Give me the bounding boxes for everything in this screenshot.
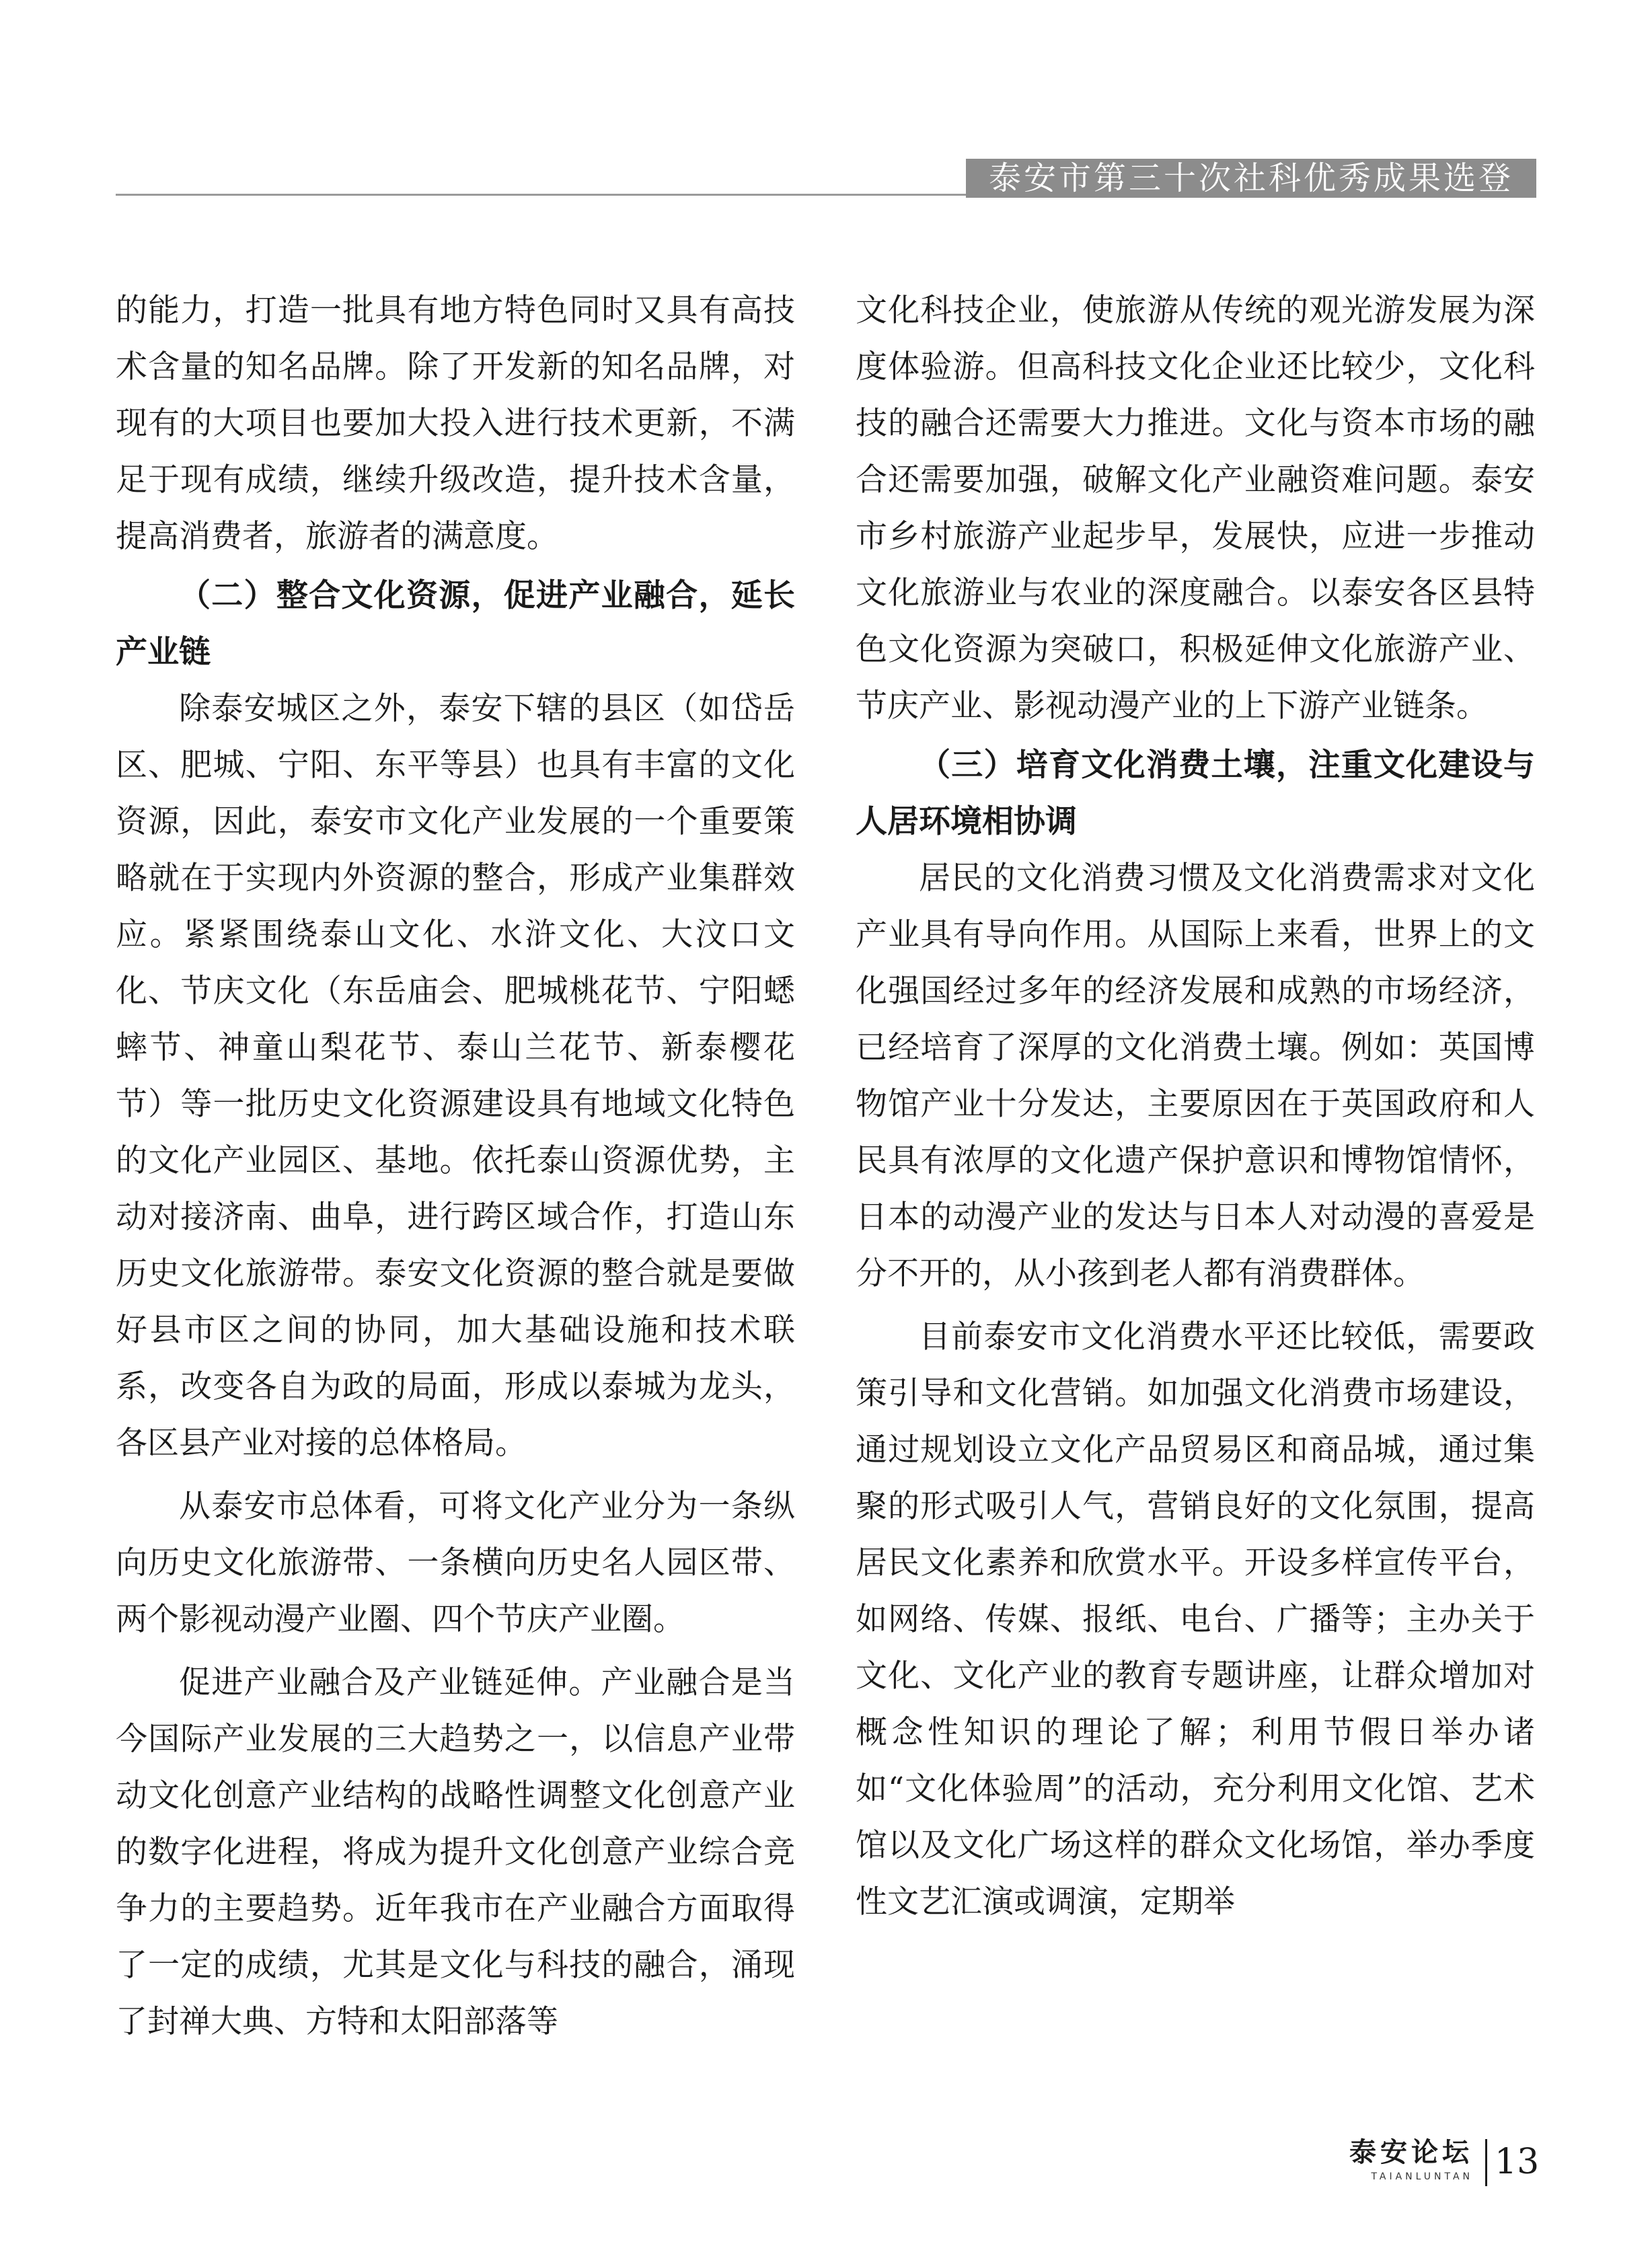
journal-name-pinyin: TAIANLUNTAN bbox=[1371, 2171, 1473, 2182]
page-footer bbox=[1318, 2136, 1540, 2190]
paragraph: 从泰安市总体看，可将文化产业分为一条纵向历史文化旅游带、一条横向历史名人园区带、两个影视动漫产业圈、四个节庆产业圈。 bbox=[116, 1488, 795, 1638]
paragraph: 除泰安城区之外，泰安下辖的县区（如岱岳区、肥城、宁阳、东平等县）也具有丰富的文化资源，因此，泰安市文化产业发展的一个重要策略就在于实现内外资源的整合，形成产业集群效应。紧紧围绕泰山文化、水浒文化、大汶口文化、节庆文化（东岳庙会、肥城桃花节、宁阳蟋蟀节、神童山梨花节、泰山兰花节、新泰樱花节）等一批历史文化资源建设具有地域文化特色的文化产业园区、基地。依托泰山资源优势，主动对接济南、曲阜，进行跨区域合作，打造山东历史文化旅游带。泰安文化资源的整合就是要做好县市区之间的协同，加大基础设施和技术联系，改变各自为政的局面，形成以泰城为龙头，各区县产业对接的总体格局。 bbox=[116, 690, 795, 1462]
journal-name: 泰安论坛 bbox=[1349, 2137, 1473, 2168]
paragraph: 的能力，打造一批具有地方特色同时又具有高技术含量的知名品牌。除了开发新的知名品牌，对现有的大项目也要加大投入进行技术更新，不满足于现有成绩，继续升级改造，提升技术含量，提高消费者，旅游者的满意度。 bbox=[116, 292, 795, 555]
running-header: 泰安市第三十次社科优秀成果选登 bbox=[966, 159, 1536, 198]
paragraph: 文化科技企业，使旅游从传统的观光游发展为深度体验游。但高科技文化企业还比较少，文化科技的融合还需要大力推进。文化与资本市场的融合还需要加强，破解文化产业融资难问题。泰安市乡村旅游产业起步早，发展快，应进一步推动文化旅游业与农业的深度融合。以泰安各区县特色文化资源为突破口，积极延伸文化旅游产业、节庆产业、影视动漫产业的上下游产业链条。 bbox=[856, 292, 1535, 724]
page-number: 13 bbox=[1495, 2142, 1540, 2182]
left-column bbox=[116, 283, 795, 2099]
paragraph: 居民的文化消费习惯及文化消费需求对文化产业具有导向作用。从国际上来看，世界上的文化强国经过多年的经济发展和成熟的市场经济，已经培育了深厚的文化消费土壤。例如：英国博物馆产业十分发达，主要原因在于英国政府和人民具有浓厚的文化遗产保护意识和博物馆情怀，日本的动漫产业的发达与日本人对动漫的喜爱是分不开的，从小孩到老人都有消费群体。 bbox=[856, 860, 1535, 1292]
paragraph: 目前泰安市文化消费水平还比较低，需要政策引导和文化营销。如加强文化消费市场建设，通过规划设立文化产品贸易区和商品城，通过集聚的形式吸引人气，营销良好的文化氛围，提高居民文化素养和欣赏水平。开设多样宣传平台，如网络、传媒、报纸、电台、广播等；主办关于文化、文化产业的教育专题讲座，让群众增加对概念性知识的理论了解；利用节假日举办诸如“文化体验周”的活动，充分利用文化馆、艺术馆以及文化广场这样的群众文化场馆，举办季度性文艺汇演或调演，定期举 bbox=[856, 1318, 1535, 1920]
footer-divider bbox=[1485, 2139, 1487, 2186]
paragraph: 促进产业融合及产业链延伸。产业融合是当今国际产业发展的三大趋势之一，以信息产业带动文化创意产业结构的战略性调整文化创意产业的数字化进程，将成为提升文化创意产业综合竞争力的主要趋势。近年我市在产业融合方面取得了一定的成绩，尤其是文化与科技的融合，涌现了封禅大典、方特和太阳部落等 bbox=[116, 1664, 795, 2040]
right-column bbox=[856, 283, 1535, 2099]
section-heading: （二）整合文化资源，促进产业融合，延长产业链 bbox=[116, 577, 795, 671]
section-heading: （三）培育文化消费土壤，注重文化建设与人居环境相协调 bbox=[856, 747, 1535, 840]
